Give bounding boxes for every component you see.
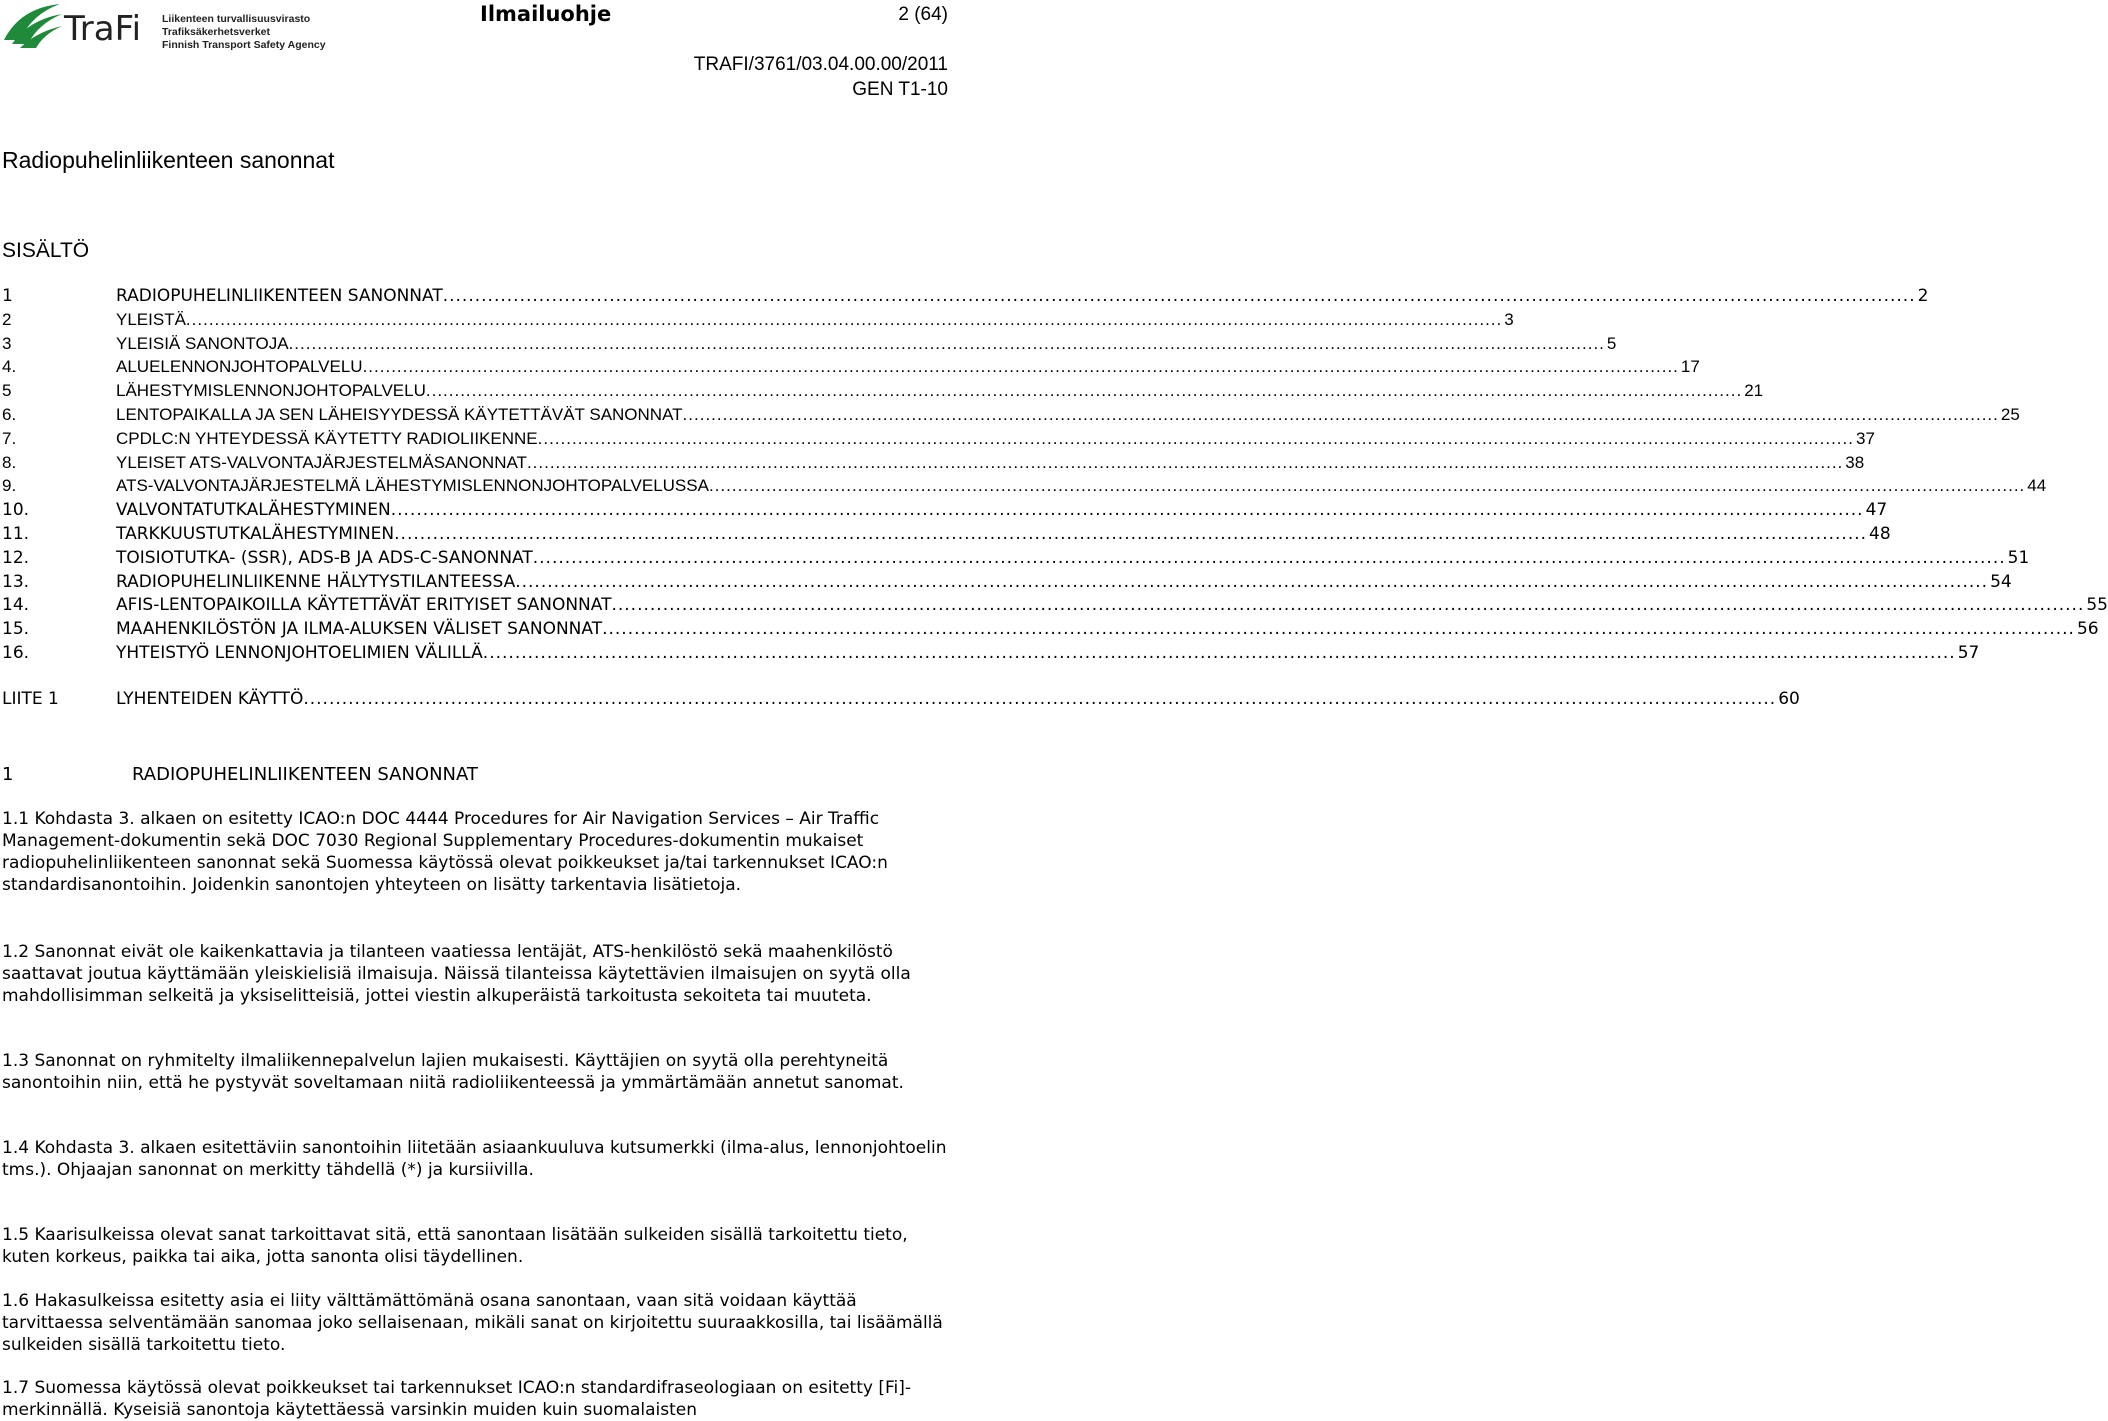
toc-entry[interactable] [2, 286, 1929, 310]
toc-entry-number: 1 [2, 286, 13, 306]
toc-entry-label: LENTOPAIKALLA JA SEN LÄHEISYYDESSÄ KÄYTETTÄVÄT SANONNAT [116, 404, 683, 424]
toc-entry-page: 57 [1957, 642, 1980, 663]
logo-wordmark: TraFi [64, 9, 142, 49]
toc-leader-dots [186, 310, 1502, 330]
toc-entry[interactable] [2, 642, 1980, 667]
toc-entry[interactable] [2, 547, 2030, 572]
toc-entry-label: LÄHESTYMISLENNONJOHTOPALVELU [116, 381, 426, 401]
paragraph-1-5: 1.5 Kaarisulkeissa olevat sanat tarkoittavat sitä, että sanontaan lisätään sulkeiden sisällä tarkoitettu tieto, kuten korkeus, paikka tai aika, jotta sanonta olisi täydellinen. [2, 1225, 908, 1267]
toc-entry-page: 54 [1990, 571, 2012, 592]
toc-entry-label: TOISIOTUTKA- (SSR), ADS-B JA ADS-C-SANONNAT [116, 547, 533, 568]
toc-entry-number: LIITE 1 [2, 688, 59, 709]
toc-entry-number: 2 [2, 309, 12, 329]
toc-entry[interactable] [2, 500, 1888, 524]
logo-line-1: Liikenteen turvallisuusvirasto [162, 13, 311, 25]
table-of-contents [2, 286, 2108, 713]
section-title: RADIOPUHELINLIIKENTEEN SANONNAT [132, 764, 478, 785]
paragraph-1-7: 1.7 Suomessa käytössä olevat poikkeukset tai tarkennukset ICAO:n standardifraseologiaan on esitetty [Fi]-merkinnällä. Kyseisiä sanontoja käytettäessä varsinkin muiden kuin suomalaisten [2, 1378, 912, 1420]
document-reference [694, 52, 948, 102]
toc-entry-label: YLEISTÄ [116, 309, 186, 329]
document-code: GEN T1-10 [852, 79, 948, 100]
toc-entry-number: 14. [2, 595, 30, 616]
page-number: 2 (64) [898, 4, 948, 25]
paragraph-1-4: 1.4 Kohdasta 3. alkaen esitettäviin sanontoihin liitetään asiaankuuluva kutsumerkki (ilma-alus, lennonjohtoelin tms.). Ohjaajan sanonnat on merkitty tähdellä (*) ja kursiivilla. [2, 1138, 947, 1180]
toc-entry-page: 37 [1855, 428, 1875, 448]
toc-entry-label: LYHENTEIDEN KÄYTTÖ [116, 688, 304, 709]
toc-entry-page: 38 [1845, 452, 1865, 472]
toc-leader-dots [303, 689, 1776, 709]
reference-number: TRAFI/3761/03.04.00.00/2011 [693, 54, 948, 75]
toc-entry-page: 48 [1869, 523, 1891, 544]
toc-entry-label: CPDLC:N YHTEYDESSÄ KÄYTETTY RADIOLIIKENNE [116, 428, 538, 448]
toc-entry-page: 5 [1606, 333, 1617, 353]
toc-entry[interactable] [2, 333, 1617, 358]
toc-entry-label: TARKKUUSTUTKALÄHESTYMINEN [116, 523, 395, 544]
toc-leader-dots [391, 500, 1864, 520]
toc-entry-number: 4. [2, 357, 17, 377]
paragraph-1-6: 1.6 Hakasulkeissa esitetty asia ei liity välttämättömänä osana sanontaan, vaan sitä voidaan käyttää tarvittaessa selventämään sanomaa joko sellaisenaan, mikäli sanat on kirjoitettu suuraakkosilla, tai lisäämällä sulkeiden sisällä tarkoitettu tieto. [2, 1291, 943, 1355]
toc-entry[interactable] [2, 523, 1891, 548]
toc-entry-number: 5 [2, 381, 12, 401]
paragraph-1-1: 1.1 Kohdasta 3. alkaen on esitetty ICAO:n DOC 4444 Procedures for Air Navigation Services – Air Traffic Management-dokumentin sekä DOC 7030 Regional Supplementary Procedures-dokumentin mukaiset radiopuhelinliikenteen sanonnat sekä Suomessa käytössä olevat poikkeukset ja/tai tarkennukset ICAO:n standardisanontoihin. Joidenkin sanontojen yhteyteen on lisätty tarkentavia lisätietoja. [2, 809, 888, 895]
paragraph-1-3: 1.3 Sanonnat on ryhmitelty ilmaliikennepalvelun lajien mukaisesti. Käyttäjien on syytä olla perehtyneitä sanontoihin niin, että he pystyvät soveltamaan niitä radioliikenteessä ja ymmärtämään annetut sanomat. [2, 1051, 904, 1093]
toc-leader-dots [443, 286, 1916, 306]
logo-line-2: Trafiksäkerhetsverket [162, 26, 270, 38]
toc-leader-dots [426, 381, 1742, 401]
toc-entry-label: VALVONTATUTKALÄHESTYMINEN [116, 500, 391, 521]
toc-entry-number: 7. [2, 428, 17, 448]
toc-entry-number: 9. [2, 476, 17, 496]
toc-entry-page: 17 [1680, 357, 1700, 377]
toc-entry[interactable] [2, 357, 1700, 381]
toc-entry-label: RADIOPUHELINLIIKENNE HÄLYTYSTILANTEESSA [116, 571, 516, 592]
toc-entry-page: 2 [1917, 286, 1929, 306]
toc-entry[interactable] [2, 571, 2012, 596]
toc-entry[interactable] [2, 688, 1800, 713]
logo-swoosh-icon [4, 4, 62, 48]
toc-leader-dots [709, 476, 2025, 496]
toc-entry-page: 60 [1778, 688, 1800, 709]
toc-entry[interactable] [2, 452, 1865, 477]
trafi-logo [2, 0, 326, 52]
toc-leader-dots [683, 405, 1999, 425]
page-title: Radiopuhelinliikenteen sanonnat [2, 147, 335, 173]
document-type: Ilmailuohje [480, 2, 612, 26]
toc-entry-number: 11. [2, 523, 30, 544]
logo-line-3: Finnish Transport Safety Agency [162, 39, 326, 51]
toc-entry[interactable] [2, 476, 2047, 500]
toc-entry-label: YLEISIÄ SANONTOJA [116, 333, 289, 353]
toc-entry[interactable] [2, 619, 2099, 643]
paragraph-1-2: 1.2 Sanonnat eivät ole kaikenkattavia ja tilanteen vaatiessa lentäjät, ATS-henkilöstö sekä maahenkilöstö saattavat joutua käyttämään yleiskielisiä ilmaisuja. Näissä tilanteissa käytettävien ilmaisujen on syytä olla mahdollisimman selkeitä ja yksiselitteisiä, jottei viestin alkuperäistä tarkoitusta sekoiteta tai muuteta. [2, 942, 911, 1006]
toc-leader-dots [363, 357, 1679, 377]
toc-entry-page: 51 [2007, 547, 2030, 568]
section-heading [2, 764, 478, 785]
toc-leader-dots [394, 524, 1867, 544]
toc-entry[interactable] [2, 381, 1764, 405]
toc-entry-page: 56 [2076, 619, 2099, 640]
toc-entry-page: 47 [1865, 500, 1888, 521]
toc-entry-number: 3 [2, 333, 12, 353]
toc-entry-page: 25 [2000, 404, 2020, 424]
toc-entry-number: 6. [2, 404, 17, 424]
toc-leader-dots [602, 619, 2075, 639]
toc-entry[interactable] [2, 309, 1514, 334]
toc-heading: SISÄLTÖ [2, 239, 90, 262]
toc-leader-dots [611, 595, 2084, 615]
toc-entry[interactable] [2, 404, 2020, 429]
toc-entry-label: RADIOPUHELINLIIKENTEEN SANONNAT [116, 286, 443, 306]
toc-leader-dots [515, 572, 1988, 592]
toc-entry-number: 8. [2, 452, 17, 472]
toc-leader-dots [527, 453, 1843, 473]
toc-entry-label: ATS-VALVONTAJÄRJESTELMÄ LÄHESTYMISLENNONJOHTOPALVELUSSA [116, 476, 709, 496]
toc-leader-dots [483, 643, 1956, 663]
toc-entry-label: ALUELENNONJOHTOPALVELU [116, 357, 363, 377]
toc-entry-number: 16. [2, 642, 30, 663]
section-number: 1 [2, 764, 14, 785]
toc-entry-number: 13. [2, 571, 30, 592]
toc-entry-label: YLEISET ATS-VALVONTAJÄRJESTELMÄSANONNAT [116, 452, 527, 472]
toc-entry[interactable] [2, 428, 1875, 453]
toc-leader-dots [538, 429, 1854, 449]
toc-entry-label: MAAHENKILÖSTÖN JA ILMA-ALUKSEN VÄLISET SANONNAT [116, 619, 603, 640]
toc-entry[interactable] [2, 595, 2108, 619]
toc-entry-label: YHTEISTYÖ LENNONJOHTOELIMIEN VÄLILLÄ [116, 642, 483, 663]
toc-entry-page: 21 [1744, 381, 1764, 401]
toc-entry-number: 15. [2, 619, 30, 640]
toc-entry-label: AFIS-LENTOPAIKOILLA KÄYTETTÄVÄT ERITYISET SANONNAT [116, 595, 612, 616]
toc-leader-dots [289, 334, 1605, 354]
toc-entry-page: 44 [2027, 476, 2047, 496]
toc-entry-number: 12. [2, 547, 30, 568]
toc-entry-page: 55 [2086, 595, 2108, 616]
toc-entry-page: 3 [1504, 309, 1514, 329]
toc-leader-dots [533, 548, 2006, 568]
toc-entry-number: 10. [2, 500, 30, 521]
